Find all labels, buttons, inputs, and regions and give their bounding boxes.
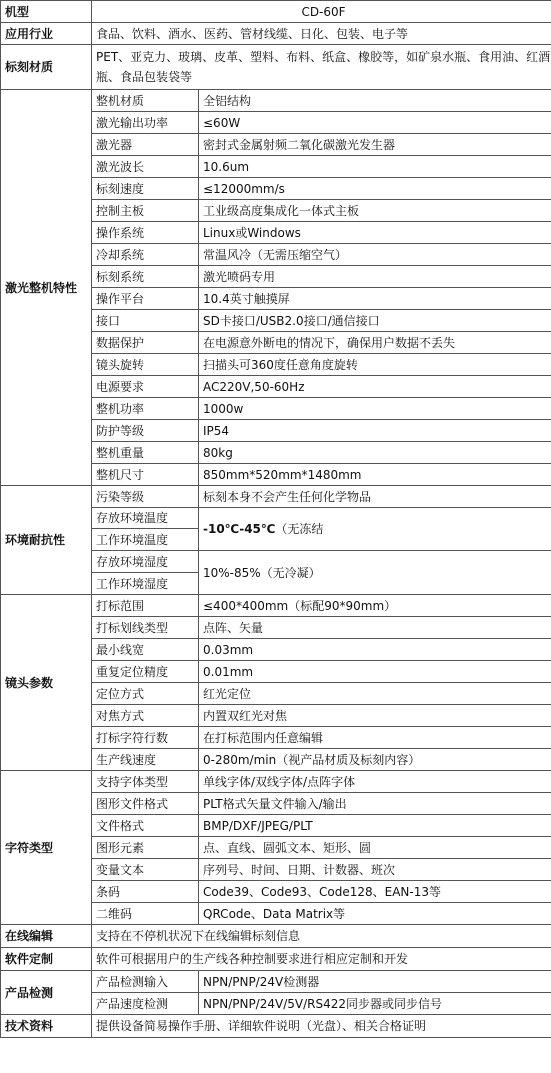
env-hum-value: 10%-85%（无冷凝） xyxy=(199,551,551,595)
laser-value: 工业级高度集成化一体式主板 xyxy=(199,200,551,222)
online-value: 支持在不停机状况下在线编辑标刻信息 xyxy=(92,925,551,948)
laser-key: 激光器 xyxy=(92,134,199,156)
env-temp-store-key: 存放环境温度 xyxy=(92,508,199,529)
lens-value: 0.03mm xyxy=(199,639,551,661)
lens-value: 点阵、矢量 xyxy=(199,617,551,639)
chars-key: 条码 xyxy=(92,881,199,903)
row-docs xyxy=(1,1015,551,1038)
laser-value: 在电源意外断电的情况下，确保用户数据不丢失 xyxy=(199,332,551,354)
laser-key: 控制主板 xyxy=(92,200,199,222)
chars-key: 二维码 xyxy=(92,903,199,925)
laser-value: ≤12000mm/s xyxy=(199,178,551,200)
docs-value: 提供设备简易操作手册、详细软件说明（光盘）、相关合格证明 xyxy=(92,1015,551,1038)
detect-value: NPN/PNP/24V/5V/RS422同步器或同步信号 xyxy=(199,993,551,1015)
lens-key: 最小线宽 xyxy=(92,639,199,661)
chars-value: 序列号、时间、日期、计数器、班次 xyxy=(199,859,551,881)
laser-value: 10.4英寸触摸屏 xyxy=(199,288,551,310)
materials-value: PET、亚克力、玻璃、皮革、塑料、布料、纸盒、橡胶等，如矿泉水瓶、食用油、红酒瓶、食品包装袋等 xyxy=(92,45,551,90)
detect-key: 产品检测输入 xyxy=(92,971,199,993)
env-temp-range: -10℃-45℃ xyxy=(203,522,276,536)
laser-key: 整机重量 xyxy=(92,442,199,464)
lens-value: 红光定位 xyxy=(199,683,551,705)
detect-key: 产品速度检测 xyxy=(92,993,199,1015)
laser-key: 标刻系统 xyxy=(92,266,199,288)
lens-key: 打标划线类型 xyxy=(92,617,199,639)
laser-value: 850mm*520mm*1480mm xyxy=(199,464,551,486)
row-laser-0 xyxy=(1,90,551,112)
env-temp-note: （无冻结 xyxy=(275,522,324,536)
detect-label: 产品检测 xyxy=(1,971,92,1015)
env-label: 环境耐抗性 xyxy=(1,486,92,595)
chars-key: 图形元素 xyxy=(92,837,199,859)
model-label: 机型 xyxy=(1,1,92,23)
chars-key: 文件格式 xyxy=(92,815,199,837)
chars-value: BMP/DXF/JPEG/PLT xyxy=(199,815,551,837)
chars-key: 变量文本 xyxy=(92,859,199,881)
chars-label: 字符类型 xyxy=(1,771,92,925)
laser-key: 整机功率 xyxy=(92,398,199,420)
laser-key: 镜头旋转 xyxy=(92,354,199,376)
laser-label: 激光整机特性 xyxy=(1,90,92,486)
row-chars-0 xyxy=(1,771,551,793)
laser-key: 接口 xyxy=(92,310,199,332)
lens-value: 在打标范围内任意编辑 xyxy=(199,727,551,749)
chars-key: 支持字体类型 xyxy=(92,771,199,793)
row-env-pollution xyxy=(1,486,551,508)
laser-value: 常温风冷（无需压缩空气） xyxy=(199,244,551,266)
laser-key: 数据保护 xyxy=(92,332,199,354)
laser-key: 冷却系统 xyxy=(92,244,199,266)
env-temp-work-key: 工作环境温度 xyxy=(92,529,199,551)
laser-key: 操作系统 xyxy=(92,222,199,244)
laser-key: 整机尺寸 xyxy=(92,464,199,486)
custom-value: 软件可根据用户的生产线各种控制要求进行相应定制和开发 xyxy=(92,948,551,971)
laser-key: 操作平台 xyxy=(92,288,199,310)
env-hum-work-key: 工作环境湿度 xyxy=(92,573,199,595)
laser-value: IP54 xyxy=(199,420,551,442)
lens-label: 镜头参数 xyxy=(1,595,92,771)
laser-value: 80kg xyxy=(199,442,551,464)
custom-label: 软件定制 xyxy=(1,948,92,971)
lens-value: 内置双红光对焦 xyxy=(199,705,551,727)
chars-value: QRCode、Data Matrix等 xyxy=(199,903,551,925)
lens-key: 对焦方式 xyxy=(92,705,199,727)
laser-value: AC220V,50-60Hz xyxy=(199,376,551,398)
laser-key: 整机材质 xyxy=(92,90,199,112)
row-online xyxy=(1,925,551,948)
env-pollution-value: 标刻本身不会产生任何化学物品 xyxy=(199,486,551,508)
lens-key: 打标字符行数 xyxy=(92,727,199,749)
docs-label: 技术资料 xyxy=(1,1015,92,1038)
chars-value: 单线字体/双线字体/点阵字体 xyxy=(199,771,551,793)
lens-key: 重复定位精度 xyxy=(92,661,199,683)
laser-key: 标刻速度 xyxy=(92,178,199,200)
laser-key: 防护等级 xyxy=(92,420,199,442)
env-temp-value xyxy=(199,508,551,551)
online-label: 在线编辑 xyxy=(1,925,92,948)
laser-value: Linux或Windows xyxy=(199,222,551,244)
env-pollution-key: 污染等级 xyxy=(92,486,199,508)
laser-key: 激光波长 xyxy=(92,156,199,178)
row-custom xyxy=(1,948,551,971)
row-industry xyxy=(1,23,551,45)
laser-value: 激光喷码专用 xyxy=(199,266,551,288)
row-materials xyxy=(1,45,551,90)
chars-value: PLT格式矢量文件输入/输出 xyxy=(199,793,551,815)
chars-key: 图形文件格式 xyxy=(92,793,199,815)
detect-value: NPN/PNP/24V检测器 xyxy=(199,971,551,993)
laser-value: 全铝结构 xyxy=(199,90,551,112)
lens-value: ≤400*400mm（标配90*90mm） xyxy=(199,595,551,617)
laser-key: 电源要求 xyxy=(92,376,199,398)
row-model xyxy=(1,1,551,23)
row-lens-0 xyxy=(1,595,551,617)
lens-key: 定位方式 xyxy=(92,683,199,705)
lens-value: 0-280m/min（视产品材质及标刻内容） xyxy=(199,749,551,771)
laser-value: 扫描头可360度任意角度旋转 xyxy=(199,354,551,376)
model-value: CD-60F xyxy=(92,1,551,23)
row-detect-0 xyxy=(1,971,551,993)
laser-value: ≤60W xyxy=(199,112,551,134)
lens-value: 0.01mm xyxy=(199,661,551,683)
env-hum-store-key: 存放环境湿度 xyxy=(92,551,199,573)
industry-label: 应用行业 xyxy=(1,23,92,45)
industry-value: 食品、饮料、酒水、医药、管材线缆、日化、包装、电子等 xyxy=(92,23,551,45)
chars-value: Code39、Code93、Code128、EAN-13等 xyxy=(199,881,551,903)
chars-value: 点、直线、圆弧文本、矩形、圆 xyxy=(199,837,551,859)
materials-label: 标刻材质 xyxy=(1,45,92,90)
laser-value: SD卡接口/USB2.0接口/通信接口 xyxy=(199,310,551,332)
laser-key: 激光输出功率 xyxy=(92,112,199,134)
laser-value: 1000w xyxy=(199,398,551,420)
lens-key: 打标范围 xyxy=(92,595,199,617)
lens-key: 生产线速度 xyxy=(92,749,199,771)
laser-value: 密封式金属射频二氧化碳激光发生器 xyxy=(199,134,551,156)
laser-value: 10.6um xyxy=(199,156,551,178)
